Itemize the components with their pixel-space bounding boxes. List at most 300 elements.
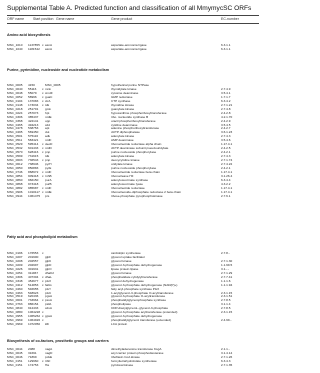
ec-number-cell: 2.7.4.3	[221, 154, 231, 159]
start-position-cell: 1065262	[28, 314, 41, 319]
column-header: Gene product	[111, 17, 133, 21]
strand-cell: c	[42, 90, 44, 95]
gene-product-cell: dCTP deaminase subunit pseudouridylate	[111, 146, 169, 151]
ec-number-cell: 2.7.1.29	[221, 270, 233, 275]
gene-name-cell: cdd	[45, 122, 50, 127]
gene-name-cell: upp	[45, 118, 51, 123]
gene-name-cell: pnp	[45, 158, 51, 163]
gene-product-cell: deoxycytidine kinase	[111, 158, 140, 163]
table-row	[0, 48, 264, 52]
column-header: ORF name	[7, 17, 25, 21]
orf-name-cell: MSC_0196	[7, 251, 23, 255]
gene-product-cell: purine nucleoside phosphorylase	[111, 165, 157, 170]
orf-name-cell: MSC_0746	[7, 169, 23, 174]
gene-name-cell: glpK	[45, 258, 52, 263]
start-position-cell: 1064926	[28, 318, 41, 323]
start-position-cell: 422141	[28, 118, 39, 123]
start-position-cell: 868972	[28, 169, 39, 174]
gene-product-cell: ribose-phosphate pyrophosphokinase	[111, 193, 163, 198]
gene-product-cell: glycerol-3-phosphate O-acyltransferase	[111, 294, 166, 299]
ec-number-cell: 4.2.1.70	[221, 114, 233, 119]
gene-product-cell: riboflavin CoA kinase	[111, 354, 140, 359]
gene-name-cell: purA	[45, 177, 52, 182]
orf-name-cell: MSC_0955	[7, 314, 23, 319]
start-position-cell: 973418	[28, 181, 39, 186]
orf-name-cell: MSC_0763	[7, 302, 23, 307]
start-position-cell: 58996	[28, 94, 37, 99]
gene-product-cell: lipase protein lipase	[111, 266, 139, 271]
start-position-cell: 736543	[28, 158, 39, 163]
gene-name-cell: cdsA	[45, 306, 52, 311]
strand-cell: c	[42, 142, 44, 147]
gene-product-cell: ribonucleotide reductase beta chain	[111, 169, 160, 174]
gene-product-cell: thymidine kinase	[111, 102, 135, 107]
gene-name-cell: ctrA	[45, 98, 51, 103]
gene-product-cell: dUTP diphosphatase	[111, 130, 140, 135]
start-position-cell: 733964	[28, 298, 39, 303]
gene-product-cell: thymidylate kinase	[111, 86, 137, 91]
gene-product-cell: glycerol dehydrogenase	[111, 278, 144, 283]
orf-name-cell: MSC_0306	[7, 274, 23, 279]
gene-name-cell: dut	[45, 130, 50, 135]
gene-name-cell: cmdF	[45, 90, 53, 95]
gene-product-cell: dimethyladenosine transferase KsgA	[111, 347, 162, 351]
start-position-cell: 202557	[28, 258, 39, 263]
start-position-cell: 55116	[28, 86, 37, 91]
orf-name-cell: MSC_0840	[7, 306, 23, 311]
gene-name-cell: gmk	[45, 106, 51, 111]
orf-name-cell: MSC_0969	[7, 318, 23, 323]
orf-name-cell: MSC_0880	[7, 310, 23, 315]
orf-name-cell: MSC_0906	[7, 189, 23, 194]
strand-cell: c	[42, 102, 44, 107]
orf-name-cell: MSC_0612	[7, 162, 23, 166]
ec-number-cell: 1.1.1.6	[221, 278, 231, 283]
start-position-cell: 546655	[28, 286, 39, 291]
gene-product-cell: glycerol kinase	[111, 258, 132, 263]
start-position-cell: 1137855	[28, 43, 40, 47]
orf-name-cell: MSC_0519	[7, 294, 23, 299]
section-title: Biosynthesis of co-factors, prosthetic groups and carriers	[7, 339, 109, 343]
ec-number-cell: 2.7.1.26	[221, 354, 233, 359]
start-position-cell: 850883	[28, 165, 39, 170]
gene-name-cell: guaC	[45, 94, 53, 99]
orf-name-cell: MSC_0218	[7, 106, 23, 111]
ec-number-cell: 2.7.4.3	[221, 134, 231, 139]
ec-number-cell: 2.7.6.1	[221, 193, 231, 198]
ec-number-cell: 2.7.8.5	[221, 306, 231, 311]
section-title: Amino acid biosynthesis	[7, 33, 51, 37]
start-position-cell: 1181542	[28, 46, 40, 51]
start-position-cell: 71869	[28, 354, 37, 359]
gene-name-cell: glpD	[45, 262, 52, 267]
ec-number-cell: 1.17.4.1	[221, 189, 233, 194]
gene-name-cell: asnA	[45, 43, 53, 47]
start-position-cell: 1010117	[28, 189, 40, 194]
start-position-cell: 301931	[28, 266, 39, 271]
gene-name-cell: fhs	[45, 362, 50, 367]
start-position-cell: 575116	[28, 134, 39, 139]
start-position-cell: 55079	[28, 90, 37, 95]
header-top-rule	[7, 15, 259, 16]
strand-cell: c	[42, 173, 44, 178]
gene-product-cell: hypoxanthine phosphoribosyltransferase	[111, 110, 167, 115]
orf-name-cell: MSC_0046	[7, 354, 23, 359]
ec-number-cell: 2.7.8.5	[221, 298, 231, 303]
gene-product-cell: adenine phosphoribosyltransferase	[111, 126, 160, 131]
strand-cell: c	[42, 158, 44, 163]
ec-number-cell: 3.6.1.23	[221, 130, 233, 135]
gene-product-cell: ribonucleotide reductase	[111, 185, 145, 190]
gene-name-cell: tdk	[45, 102, 50, 107]
start-position-cell: 912433	[28, 306, 39, 311]
start-position-cell: 514853	[28, 282, 39, 287]
strand-cell: c	[42, 94, 44, 99]
strand-cell: c	[42, 314, 44, 319]
orf-name-cell: MSC_0368	[7, 118, 23, 123]
gene-product-cell: 1-acylglycerol-3-phosphate O-acyltransferase	[111, 290, 174, 295]
start-position-cell: 4150	[28, 83, 35, 87]
gene-product-cell: cytosine deaminase	[111, 90, 139, 95]
strand-cell: c	[42, 98, 44, 103]
strand-cell: c	[42, 169, 44, 174]
orf-name-cell: MSC_0005	[7, 83, 23, 87]
ec-number-cell: 1.1.99.5	[221, 262, 233, 267]
ec-number-cell: 3.1.-.-	[221, 266, 230, 271]
ec-number-cell: 2.4.2.5	[221, 146, 231, 151]
strand-cell: c	[42, 146, 44, 151]
orf-name-cell: MSC_0226	[7, 266, 23, 271]
orf-name-cell: MSC_0969	[7, 322, 23, 327]
gene-name-cell: nrdE	[45, 114, 52, 119]
gene-name-cell: rnhB	[45, 173, 52, 178]
strand-cell: c	[42, 298, 44, 303]
orf-name-cell: MSC_0052	[7, 94, 23, 99]
gene-product-cell: adenylate kinase	[111, 134, 135, 139]
gene-product-cell: phosphatidylglycerol transferase (extended)	[111, 318, 172, 323]
start-position-cell: 620436	[28, 294, 39, 299]
section-title: Purine, pyrimidine, nucleoside and nucleotide metabolism	[7, 68, 110, 72]
gene-product-cell: glycerol uptake facilitator	[111, 254, 146, 259]
ec-number-cell: 2.7.1.30	[221, 258, 233, 263]
gene-product-cell: aspartate-ammonia ligase	[111, 46, 147, 51]
gene-product-cell: glycerol-3-phosphate dehydrogenase (NAD(P)+)	[111, 282, 178, 287]
ec-number-cell: 2.7.1.21	[221, 102, 233, 107]
start-position-cell: 311967	[28, 270, 39, 275]
orf-name-cell: MSC_0601	[7, 298, 23, 303]
ec-number-cell: 6.3.4.3	[221, 358, 231, 363]
gene-name-cell: gpsA	[45, 314, 53, 319]
ec-number-cell: 3.5.4.5	[221, 122, 231, 127]
orf-name-cell: MSC_0603	[7, 158, 23, 163]
gene-product-cell: CDP-diacylglycerol--glycerol-3-phosphate	[111, 306, 169, 311]
gene-name-cell: nrdD	[45, 146, 52, 151]
gene-name-cell: ribF	[45, 358, 51, 363]
gene-product-cell: CTP synthase	[111, 98, 131, 103]
gene-name-cell: tdk	[45, 154, 50, 159]
orf-name-cell: MSC_0207	[7, 254, 23, 259]
ec-number-cell: 4.3.2.2	[221, 181, 231, 186]
start-position-cell: 738946	[28, 162, 39, 166]
start-position-cell: 251701	[28, 106, 39, 111]
start-position-cell: 628416	[28, 150, 39, 155]
gene-product-cell: glycerol-3-phosphate dehydrogenase	[111, 314, 163, 319]
page-title: Supplemental Table A. Predicted function and classification of all MmymycSC ORFs	[7, 5, 252, 12]
gene-name-cell: nrdF	[45, 138, 52, 143]
strand-cell: c	[42, 274, 44, 279]
gene-product-cell: adenylosuccinate synthase	[111, 177, 149, 182]
gene-name-cell: ptdA	[45, 302, 52, 307]
ec-number-cell: 3.5.4.1	[221, 90, 231, 95]
gene-product-cell: cardiolipin synthetase	[111, 251, 141, 255]
gene-product-cell: glycerol-3-phosphate dehydrogenase	[111, 262, 163, 267]
start-position-cell: 583421	[28, 138, 39, 143]
strand-cell: c	[42, 86, 44, 91]
ec-number-cell: 3.1.1.4	[221, 302, 231, 307]
orf-name-cell: MSC_0495	[7, 130, 23, 135]
orf-name-cell: MSC_0208	[7, 258, 23, 263]
ec-number-cell: 2.7.4.9	[221, 86, 231, 91]
gene-name-cell: dhaK2	[45, 270, 54, 275]
start-position-cell: 538753	[28, 126, 39, 131]
orf-name-cell: MSC_0045	[7, 350, 23, 355]
orf-name-cell: MSC_1040	[7, 46, 23, 51]
gene-name-cell: hpt	[45, 110, 50, 115]
gene-product-cell: glycerol kinase	[111, 270, 132, 275]
gene-name-cell: purB	[45, 181, 52, 186]
gene-product-cell: fatty acyl-phosphate synthase PlsX	[111, 286, 160, 291]
ec-number-cell: 6.3.1.1	[221, 43, 231, 47]
orf-name-cell: MSC_0501	[7, 134, 23, 139]
table-row	[0, 364, 264, 368]
gene-product-cell: ribonucleoside-diphosphate reductase 2 beta chain	[111, 189, 182, 194]
gene-name-cell: apt	[45, 126, 50, 131]
orf-name-cell: MSC_0348	[7, 278, 23, 283]
orf-name-cell: MSC_0860	[7, 177, 23, 182]
strand-cell: c	[42, 189, 44, 194]
strand-cell: c	[42, 318, 44, 323]
gene-name-cell: prs	[45, 193, 50, 198]
orf-name-cell: MSC_0532	[7, 146, 23, 151]
ec-number-cell: 6.3.4.2	[221, 98, 231, 103]
ec-number-cell: 2.4.99.-	[221, 318, 232, 323]
start-position-cell: 494213	[28, 122, 39, 127]
orf-name-cell: MSC_0254	[7, 270, 23, 275]
ec-number-cell: 2.3.1.51	[221, 294, 233, 299]
gene-product-cell: ribonuclease HII	[111, 173, 134, 178]
gene-name-cell: deoD	[45, 142, 53, 147]
orf-name-cell: MSC_0511	[7, 138, 23, 143]
strand-cell: c	[42, 43, 44, 47]
ec-number-cell: 6.3.4.4	[221, 177, 231, 182]
orf-name-cell: MSC_0868	[7, 181, 23, 186]
ec-number-cell: 2.7.1.35	[221, 362, 233, 367]
ec-number-cell: 2.4.2.1	[221, 165, 231, 170]
start-position-cell: 454677	[28, 278, 39, 283]
ec-number-cell: 2.3.1.15	[221, 310, 233, 315]
start-position-cell: 174753	[28, 362, 39, 367]
gene-name-cell: dhaL	[45, 274, 52, 279]
strand-cell: c	[42, 150, 44, 155]
gene-product-cell: phosphatidate cytidylyltransferase	[111, 274, 158, 279]
ec-number-cell: 1.17.4.1	[221, 169, 233, 174]
gene-name-cell: nagA	[45, 347, 53, 351]
start-position-cell: 173034	[28, 102, 39, 107]
orf-name-cell: MSC_0882	[7, 185, 23, 190]
start-position-cell: 595414	[28, 142, 39, 147]
gene-name-cell: plsY	[45, 286, 52, 291]
ec-number-cell: 2.7.8.-	[221, 251, 230, 255]
orf-name-cell: MSC_0151	[7, 362, 23, 367]
ec-number-cell: 2.4.2.7	[221, 126, 231, 131]
gene-product-cell: adenylate kinase	[111, 154, 135, 159]
strand-cell: c	[42, 251, 44, 255]
gene-name-cell: pdxE	[45, 354, 53, 359]
gene-product-cell: purine nucleoside phosphorylase	[111, 150, 157, 155]
gene-product-cell: ribonucleotide reductase alpha chain	[111, 142, 162, 147]
gene-product-cell: AMP deaminase	[111, 138, 134, 143]
ec-number-cell: 1.17.4.1	[221, 185, 233, 190]
gene-product-cell: uridylate kinase	[111, 162, 133, 166]
ec-number-cell: 1.7.1.7	[221, 94, 231, 99]
gene-name-cell: pnp	[45, 150, 51, 155]
gene-name-cell: glpO	[45, 266, 52, 271]
gene-product-cell: LCA protein	[111, 322, 128, 327]
gene-product-cell: glycerol-3-phosphate acyltransferase (extended)	[111, 310, 178, 315]
ec-number-cell: 3.1.4.14	[221, 350, 233, 355]
strand-cell: c	[42, 282, 44, 287]
orf-name-cell: MSC_0944	[7, 193, 23, 198]
start-position-cell: 257073	[28, 110, 39, 115]
ec-number-cell: 3.1.26.4	[221, 173, 233, 178]
strand-cell: c	[42, 278, 44, 283]
gene-product-cell: guanylate kinase	[111, 106, 135, 111]
start-position-cell: 985687	[28, 185, 39, 190]
gene-name-cell: nagD	[45, 350, 53, 355]
ec-number-cell: 3.5.4.6	[221, 138, 231, 143]
start-position-cell: 201900	[28, 254, 39, 259]
start-position-cell: 601433	[28, 146, 39, 151]
gene-product-cell: cytidine deaminase	[111, 122, 138, 127]
start-position-cell: 886154	[28, 302, 39, 307]
gene-name-cell: pyrE	[45, 165, 52, 170]
gene-product-cell: uracil phosphoribosyltransferase	[111, 118, 156, 123]
gene-product-cell: GMP reductase	[111, 94, 133, 99]
ec-number-cell: 2.7.1.74	[221, 158, 233, 163]
start-position-cell: 1072050	[28, 322, 41, 327]
orf-name-cell: MSC_0460	[7, 286, 23, 291]
orf-name-cell: MSC_0854	[7, 173, 23, 178]
gene-product-cell: aspartate-ammonia ligase	[111, 43, 147, 47]
start-position-cell: 129960	[28, 358, 39, 363]
strand-cell: c	[42, 185, 44, 190]
ec-number-cell: 1.1.1.94	[221, 282, 233, 287]
ec-number-cell: 2.4.2.9	[221, 118, 231, 123]
gene-product-cell: adenylosuccinate lyase	[111, 181, 143, 186]
start-position-cell: 569450	[28, 130, 39, 135]
orf-name-cell: MSC_0465	[7, 122, 23, 127]
start-position-cell: 385437	[28, 114, 39, 119]
header-bottom-rule	[7, 23, 259, 24]
gene-name-cell: ldh	[45, 322, 50, 327]
orf-name-cell: MSC_0209	[7, 262, 23, 267]
gene-name-cell: fabG	[45, 282, 52, 287]
ec-number-cell: 2.3.1.15	[221, 290, 233, 295]
orf-name-cell: MSC_0306	[7, 114, 23, 119]
gene-name-cell: MSC_0005	[45, 83, 61, 87]
orf-name-cell: MSC_0650	[7, 165, 23, 170]
orf-name-cell: MSC_0040	[7, 86, 23, 91]
start-position-cell: 548923	[28, 290, 39, 295]
ec-number-cell: 1.17.4.1	[221, 142, 233, 147]
gene-product-cell: phosphatidylglycerophosphate synthase	[111, 298, 167, 303]
start-position-cell: 1061475	[28, 193, 41, 198]
column-header: Start position	[33, 17, 54, 21]
orf-name-cell: MSC_0151	[7, 358, 23, 363]
ec-number-cell: 2.4.2.8	[221, 110, 231, 115]
start-position-cell: 1064228	[28, 310, 41, 315]
strand-cell: c	[42, 358, 44, 363]
start-position-cell: 909418	[28, 173, 39, 178]
gene-product-cell: phospholipase	[111, 302, 131, 307]
gene-product-cell: acyl carrier protein phosphodiesterase	[111, 350, 164, 355]
ec-number-cell: 2.1.1.-	[221, 347, 230, 351]
gene-name-cell: asnA	[45, 46, 53, 51]
gene-product-cell: ribo. nucleotide synthase B	[111, 114, 149, 119]
gene-product-cell: formyltetrahydrofolate synthetase	[111, 358, 157, 363]
start-position-cell: 407304	[28, 274, 39, 279]
start-position-cell: 31691	[28, 350, 37, 355]
section-title: Fatty acid and phospholipid metabolism	[7, 235, 78, 239]
start-position-cell: 176553	[28, 251, 39, 255]
orf-name-cell: MSC_0478	[7, 126, 23, 131]
orf-name-cell: MSC_0570	[7, 150, 23, 155]
ec-number-cell: 2.4.2.1	[221, 150, 231, 155]
ec-number-cell: 2.7.7.41	[221, 274, 233, 279]
column-header: Gene name	[56, 17, 75, 21]
gene-name-cell: pgsA	[45, 294, 53, 299]
orf-name-cell: MSC_0412	[7, 282, 23, 287]
gene-name-cell: nrdF	[45, 169, 52, 174]
orf-name-cell: MSC_1010	[7, 43, 23, 47]
orf-name-cell: MSC_0599	[7, 154, 23, 159]
start-position-cell: 137083	[28, 98, 39, 103]
strand-cell: c	[42, 310, 44, 315]
gene-name-cell: nrdF	[45, 185, 52, 190]
orf-name-cell: MSC_0224	[7, 110, 23, 115]
orf-name-cell: MSC_0048	[7, 90, 23, 95]
orf-name-cell: MSC_0044	[7, 347, 23, 351]
start-position-cell: 731615	[28, 154, 39, 159]
orf-name-cell: MSC_0104	[7, 98, 23, 103]
ec-number-cell: 6.3.1.1	[221, 46, 231, 51]
ec-number-cell: 2.7.4.22	[221, 162, 233, 166]
gene-name-cell: mnk	[45, 86, 51, 91]
gene-product-cell: pyridoxal kinase	[111, 362, 134, 367]
gene-name-cell: plsC	[45, 290, 52, 295]
table-row	[0, 323, 264, 327]
gene-name-cell: plsX	[45, 278, 52, 283]
orf-name-cell: MSC_0463	[7, 290, 23, 295]
table-row	[0, 195, 264, 199]
start-position-cell: 2088	[28, 347, 35, 351]
ec-number-cell: 2.7.4.8	[221, 106, 231, 111]
orf-name-cell: MSC_0148	[7, 102, 23, 107]
gene-name-cell: pssA	[45, 298, 52, 303]
orf-name-cell: MSC_0529	[7, 142, 23, 147]
gene-name-cell: pyrH	[45, 162, 52, 166]
start-position-cell: 966150	[28, 177, 39, 182]
